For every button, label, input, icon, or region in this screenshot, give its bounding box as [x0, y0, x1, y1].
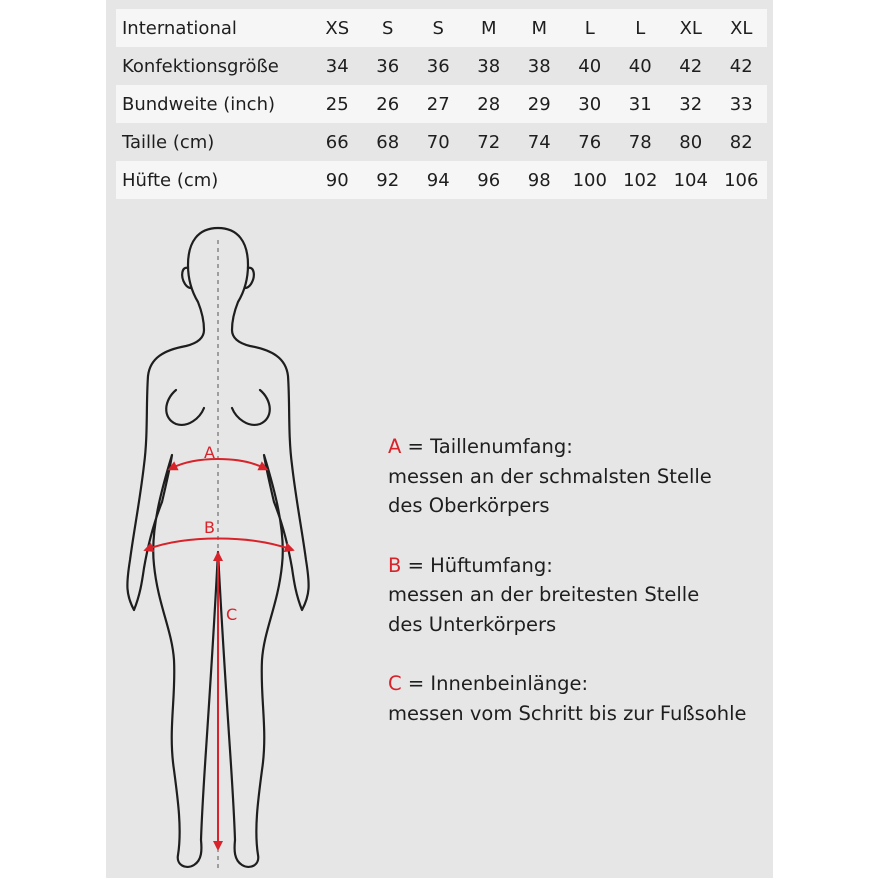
legend-title: = Innenbeinlänge:	[401, 672, 589, 695]
legend-line: messen an der breitesten Stelle	[388, 583, 700, 606]
row-label: Bundweite (inch)	[116, 85, 312, 123]
table-row	[116, 47, 767, 85]
table-cell: S	[413, 9, 464, 47]
table-row	[116, 9, 767, 47]
table-cell: 94	[413, 161, 464, 199]
table-cell: 38	[527, 55, 551, 77]
table-cell: 42	[679, 55, 703, 77]
row-label: Taille (cm)	[122, 131, 215, 153]
table-cell: 26	[363, 85, 414, 123]
table-cell: 36	[426, 55, 450, 77]
table-cell: 29	[514, 85, 565, 123]
table-cell: M	[514, 9, 565, 47]
table-cell: XL	[666, 9, 717, 47]
table-cell: M	[464, 9, 515, 47]
table-cell: 80	[679, 131, 703, 153]
table-cell: 40	[578, 55, 602, 77]
table-row	[116, 123, 767, 161]
marker-b: B	[204, 518, 215, 537]
table-row	[116, 161, 767, 199]
measurement-legend	[388, 432, 747, 758]
table-cell: 30	[565, 85, 616, 123]
table-cell: 100	[565, 161, 616, 199]
table-cell: 38	[477, 55, 501, 77]
legend-key: B	[388, 553, 402, 577]
table-cell: 66	[325, 131, 349, 153]
table-cell: 68	[376, 131, 400, 153]
table-cell: L	[565, 9, 616, 47]
legend-line: messen an der schmalsten Stelle	[388, 464, 712, 488]
table-cell: 28	[464, 85, 515, 123]
legend-item-waist	[388, 432, 747, 521]
legend-line: des Oberkörpers	[388, 494, 550, 517]
legend-key: A	[388, 435, 402, 458]
legend-line: messen vom Schritt bis zur Fußsohle	[388, 701, 747, 725]
row-label: Konfektionsgröße	[122, 55, 279, 77]
body-measurement-figure	[106, 210, 336, 878]
table-cell: 104	[666, 161, 717, 199]
table-cell: 98	[514, 161, 565, 199]
table-cell: 92	[363, 161, 414, 199]
legend-title: = Taillenumfang:	[401, 435, 573, 458]
table-cell: L	[615, 9, 666, 47]
legend-key: C	[388, 672, 402, 695]
bust-right	[232, 390, 270, 425]
table-row	[116, 85, 767, 123]
bust-left	[166, 390, 204, 425]
table-cell: 74	[527, 131, 551, 153]
table-cell: 25	[312, 85, 363, 123]
table-cell: 32	[666, 85, 717, 123]
table-cell: 27	[413, 85, 464, 123]
marker-a: A	[204, 443, 215, 462]
row-label: Hüfte (cm)	[116, 161, 312, 199]
table-cell: 31	[615, 85, 666, 123]
legend-item-hip	[388, 551, 747, 640]
table-cell: 106	[716, 161, 767, 199]
table-cell: 33	[716, 85, 767, 123]
table-cell: 36	[376, 55, 400, 77]
table-cell: 102	[615, 161, 666, 199]
table-cell: XS	[312, 9, 363, 47]
table-cell: 42	[729, 55, 753, 77]
table-cell: 76	[578, 131, 602, 153]
table-cell: 40	[628, 55, 652, 77]
hip-measure-line	[148, 539, 290, 550]
table-cell: 78	[628, 131, 652, 153]
table-cell: 96	[464, 161, 515, 199]
table-cell: XL	[716, 9, 767, 47]
legend-item-inseam	[388, 669, 747, 728]
marker-c: C	[226, 605, 238, 624]
table-cell: S	[363, 9, 414, 47]
table-cell: 82	[729, 131, 753, 153]
size-table	[116, 9, 767, 199]
legend-title: = Hüftumfang:	[401, 553, 553, 577]
table-cell: 70	[426, 131, 450, 153]
legend-line: des Unterkörpers	[388, 612, 557, 636]
table-cell: 90	[312, 161, 363, 199]
table-cell: 34	[325, 55, 349, 77]
row-label: International	[116, 9, 312, 47]
table-cell: 72	[477, 131, 501, 153]
